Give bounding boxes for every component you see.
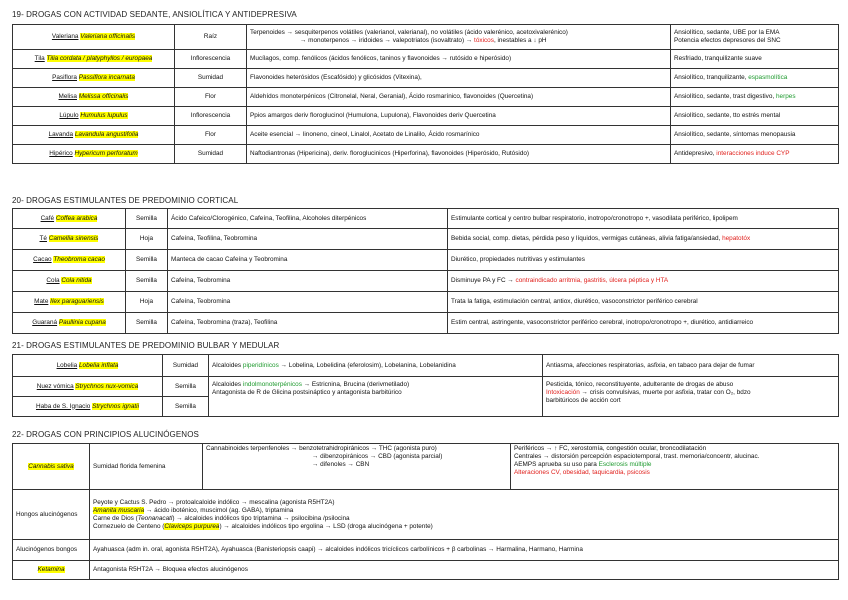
drug-name-cell: Melisa Melissa officinalis (13, 88, 175, 107)
part-cell: Sumidad (175, 69, 247, 88)
table-row (13, 355, 839, 377)
section-22-title: 22- DROGAS CON PRINCIPIOS ALUCINÓGENOS (12, 430, 199, 439)
table-estimulantes-bulbar (12, 354, 839, 417)
components-cell: Peyote y Cactus S. Pedro → protoalcaloide indólico → mescalina (agonista R5HT2A) Amanita muscaria → ácido iboténico, muscimol (ag. GABA), triptamina Carne de Dios (Teonanacatl) → alcaloides indólicos tipo triptamina → psilocibina /psilocina Cornezuelo de Centeno (Claviceps purpurea) → alcaloides indólicos tipo ergolina → LSD (droga alucinógena + potente) (90, 490, 839, 540)
components-cell: Alcaloides piperidínicos → Lobelina, Lobelidina (eferolosim), Lobelanina, Lobelanidina (209, 355, 543, 377)
part-cell: Flor (175, 88, 247, 107)
use-cell: Ansiolítico, sedante, tto estrés mental (671, 107, 839, 126)
table-row (13, 126, 839, 145)
part-cell: Semilla (163, 377, 209, 397)
drug-name-cell: Cacao Theobroma cacao (13, 250, 126, 271)
drug-name-cell: Valeriana Valeriana officinalis (13, 25, 175, 50)
part-cell: Hoja (126, 292, 168, 313)
table-row (13, 229, 839, 250)
table-row (13, 313, 839, 334)
use-cell: Antiasma, afecciones respiratorias, asfixia, en tabaco para dejar de fumar (543, 355, 839, 377)
table-row (13, 377, 839, 397)
table-row (13, 145, 839, 164)
drug-name-cell: Lavanda Lavandula angustifolia (13, 126, 175, 145)
table-row (13, 69, 839, 88)
components-cell: Ácido Cafeico/Clorogénico, Cafeína, Teofilina, Alcoholes diterpénicos (168, 209, 448, 229)
part-cell: Sumidad (163, 355, 209, 377)
components-cell: Flavonoides heterósidos (Escafósido) y glicósidos (Vitexina), (247, 69, 671, 88)
section-21-title: 21- DROGAS ESTIMULANTES DE PREDOMINIO BULBAR Y MEDULAR (12, 341, 280, 350)
part-cell: Inflorescencia (175, 107, 247, 126)
table-row (13, 250, 839, 271)
table-row (13, 88, 839, 107)
table-row (13, 50, 839, 69)
part-cell: Semilla (163, 397, 209, 417)
table-row (13, 444, 839, 490)
section-19-title: 19- DROGAS CON ACTIVIDAD SEDANTE, ANSIOLÍTICA Y ANTIDEPRESIVA (12, 10, 297, 19)
drug-name-cell: Nuez vómica Strychnos nux-vomica (13, 377, 163, 397)
drug-name-cell: Lúpulo Humulus lupulus (13, 107, 175, 126)
table-alucinogenos (12, 443, 839, 580)
components-cell: Manteca de cacao Cafeína y Teobromina (168, 250, 448, 271)
components-cell: Antagonista R5HT2A → Bloquea efectos alucinógenos (90, 561, 839, 580)
use-cell: Trata la fatiga, estimulación central, antiox, diurético, vasoconstrictor periférico cerebral (448, 292, 839, 313)
use-cell: Ansiolítico, sedante, trast digestivo, herpes (671, 88, 839, 107)
part-cell: Raíz (175, 25, 247, 50)
part-cell: Flor (175, 126, 247, 145)
components-cell: Cafeína, Teobromina (168, 271, 448, 292)
table-row (13, 271, 839, 292)
drug-name-cell: Cannabis sativa (13, 444, 90, 490)
use-cell: Antidepresivo, interacciones induce CYP (671, 145, 839, 164)
components-cell: Mucílagos, comp. fenólicos (ácidos fenólicos, taninos y flavonoides → rutósido e hiperósido) (247, 50, 671, 69)
drug-name-cell: Ketamina (13, 561, 90, 580)
components-cell: Terpenoides → sesquiterpenos volátiles (valerianol, valerianal), no volátiles (ácido valerénico, acetoxivalerénico) → monoterpenos → iridoides → valepotriatos (isovaltrato) → tóxicos, inestables a ↓ pH (247, 25, 671, 50)
use-cell: Ansiolítico, tranquilizante, espasmolítica (671, 69, 839, 88)
table-row (13, 540, 839, 561)
table-estimulantes-cortical (12, 208, 839, 334)
drug-name-cell: Café Coffea arabica (13, 209, 126, 229)
table-row (13, 292, 839, 313)
part-cell: Inflorescencia (175, 50, 247, 69)
drug-name-cell: Hipérico Hypericum perforatum (13, 145, 175, 164)
table-row (13, 209, 839, 229)
part-cell: Semilla (126, 271, 168, 292)
part-cell: Sumidad florida femenina (90, 444, 203, 490)
components-cell: Cafeína, Teobromina (traza), Teofilina (168, 313, 448, 334)
table-row (13, 561, 839, 580)
part-cell: Semilla (126, 209, 168, 229)
use-cell: Estim central, astringente, vasoconstrictor periférico cerebral, inotropo/cronotropo +, diurético, antidiarreico (448, 313, 839, 334)
components-cell: Aceite esencial → linoneno, cineol, Linalol, Acetato de Linalilo, Ácido rosmarínico (247, 126, 671, 145)
components-cell: Ayahuasca (adm in. oral, agonista R5HT2A), Ayahuasca (Banisteriopsis caapi) → alcaloides indólicos tricíclicos carbolínicos + β carbolinas → Harmalina, Harmano, Harmina (90, 540, 839, 561)
components-cell: Alcaloides indolmonoterpénicos → Estricnina, Brucina (derivmetilado) Antagonista de R de Glicina postsináptico y antagonista barbitúrico (209, 377, 543, 417)
part-cell: Semilla (126, 250, 168, 271)
use-cell: Ansiolítico, sedante, síntomas menopausia (671, 126, 839, 145)
use-cell: Resfriado, tranquilizante suave (671, 50, 839, 69)
drug-name-cell: Tila Tilia cordata / platyphyllos / europaea (13, 50, 175, 69)
drug-name-cell: Hongos alucinógenos (13, 490, 90, 540)
components-cell: Naftodiantronas (Hipericina), deriv. floroglucinicos (Hiperforina), flavonoides (Hiperósido, Rutósido) (247, 145, 671, 164)
drug-name-cell: Cola Cola nitida (13, 271, 126, 292)
components-cell: Cannabinoides terpenfenoles → benzotetrahidropiránicos → THC (agonista puro) → dibenzopiránicos → CBD (agonista parcial) → difenoles → CBN (203, 444, 511, 490)
table-row (13, 107, 839, 126)
part-cell: Semilla (126, 313, 168, 334)
components-cell: Cafeína, Teofilina, Teobromina (168, 229, 448, 250)
components-cell: Cafeína, Teobromina (168, 292, 448, 313)
drug-name-cell: Pasiflora Passiflora incarnata (13, 69, 175, 88)
use-cell: Diurético, propiedades nutritivas y estimulantes (448, 250, 839, 271)
drug-name-cell: Alucinógenos bongos (13, 540, 90, 561)
part-cell: Hoja (126, 229, 168, 250)
section-20-title: 20- DROGAS ESTIMULANTES DE PREDOMINIO CORTICAL (12, 196, 239, 205)
use-cell: Bebida social, comp. dietas, pérdida peso y líquidos, vermigas cutáneas, alivia fatiga/ansiedad, hepatotóx (448, 229, 839, 250)
use-cell: Estimulante cortical y centro bulbar respiratorio, inotropo/cronotropo +, vasodilata periférico, lipolipem (448, 209, 839, 229)
table-sedantes (12, 24, 839, 164)
drug-name-cell: Haba de S. Ignacio Strychnos ignatii (13, 397, 163, 417)
table-row (13, 25, 839, 50)
drug-name-cell: Té Camellia sinensis (13, 229, 126, 250)
drug-name-cell: Mate Ilex paraguariensis (13, 292, 126, 313)
drug-name-cell: Lobelia Lobelia inflata (13, 355, 163, 377)
components-cell: Ppios amargos deriv floroglucinol (Humulona, Lupulona), Flavonoides deriv Quercetina (247, 107, 671, 126)
use-cell: Disminuye PA y FC → contraindicado arritmia, gastritis, úlcera péptica y HTA (448, 271, 839, 292)
table-row (13, 490, 839, 540)
use-cell: Periféricos → ↑ FC, xerostomía, congestión ocular, broncodilatación Centrales → distorsión percepción espaciotemporal, trast. memoria/concentr, alucinac. AEMPS aprueba su uso para Esclerosis múltiple Alteraciones CV, obesidad, taquicardia, psicosis (511, 444, 839, 490)
part-cell: Sumidad (175, 145, 247, 164)
use-cell: Ansiolítico, sedante, UBE por la EMA Potencia efectos depresores del SNC (671, 25, 839, 50)
drug-name-cell: Guaraná Paullinia cupana (13, 313, 126, 334)
components-cell: Aldehídos monoterpénicos (Citronelal, Neral, Geranial), Ácido rosmarínico, flavonoides (Quercetina) (247, 88, 671, 107)
use-cell: Pesticida, tónico, reconstituyente, adulterante de drogas de abuso Intoxicación → crisis convulsivas, muerte por asfixia, tratar con O₂, bdzo barbitúricos de acción cort (543, 377, 839, 417)
